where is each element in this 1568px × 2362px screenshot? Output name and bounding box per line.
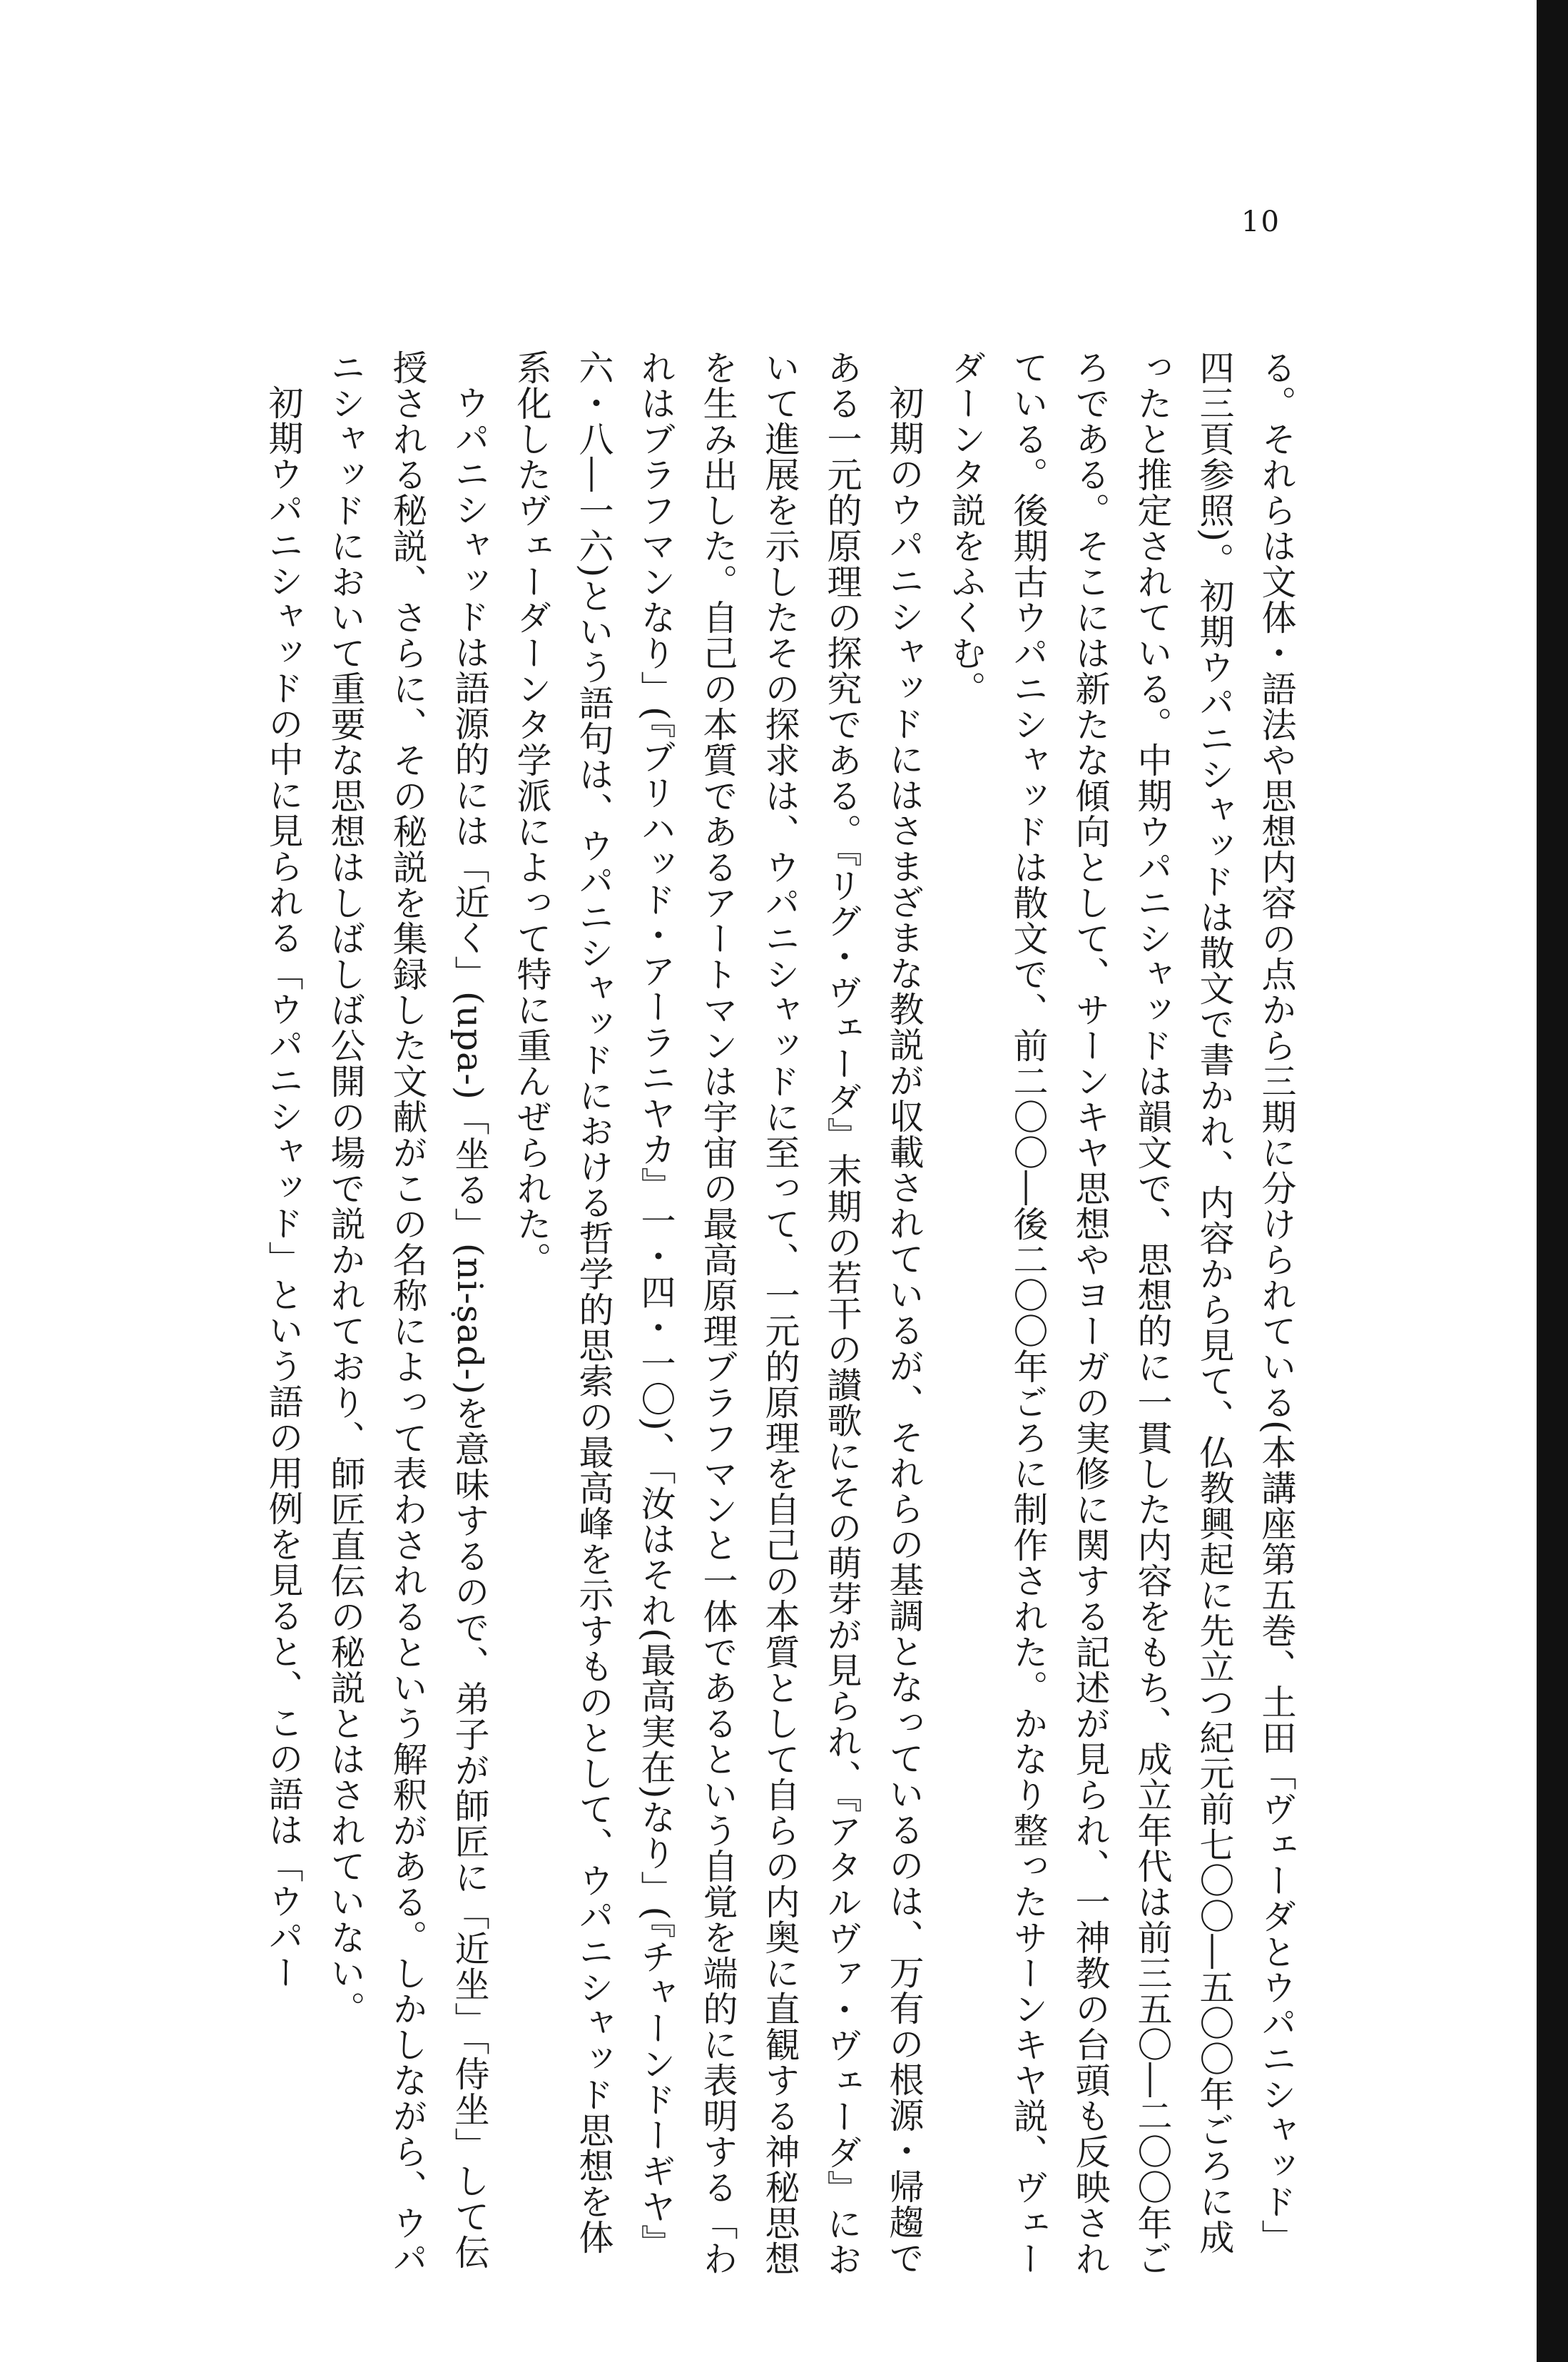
paragraph-4: 初期ウパニシャッドの中に見られる「ウパニシャッド」という語の用例を見ると、この語は「ウパー xyxy=(263,385,304,1990)
page-number: 10 xyxy=(1241,206,1281,238)
paragraph-2: 初期のウパニシャッドにはさまざまな教説が収載されているが、それらの基調となっているのは、万有の根源・帰趨である一元的原理の探究である。『リグ・ヴェーダ』末期の若干の讃歌にその萌芽が見られ、『アタルヴァ・ヴェーダ』において進展を示したその探求は、ウパニシャッドに至って、一元的原理を自己の本質として自らの内奥に直観する神秘思想を生み出した。自己の本質であるアートマンは宇宙の最高原理ブラフマンと一体であるという自覚を端的に表明する「われはブラフマンなり」(『ブリハッド・アーラニヤカ』一・四・一〇)、「汝はそれ(最高実在)なり」(『チャーンドーギヤ』六・八―一六)という語句は、ウパニシャッドにおける哲学的思索の最高峰を示すものとして、ウパニシャッド思想を体系化したヴェーダーンタ学派によって特に重んぜられた。 xyxy=(511,350,925,2277)
vertical-body-text xyxy=(253,350,1308,2291)
page-edge-shadow xyxy=(1537,0,1568,2362)
paragraph-3: ウパニシャッドは語源的には「近く」(upa-)「坐る」(ni-ṣad-)を意味するので、弟子が師匠に「近坐」「侍坐」して伝授される秘説、さらに、その秘説を集録した文献がこの名称によって表わされるという解釈がある。しかしながら、ウパニシャッドにおいて重要な思想はしばしば公開の場で説かれており、師匠直伝の秘説とはされていない。 xyxy=(325,350,490,2276)
paragraph-1: る。それらは文体・語法や思想内容の点から三期に分けられている(本講座第五巻、土田「ヴェーダとウパニシャッド」四三頁参照)。初期ウパニシャッドは散文で書かれ、内容から見て、仏教興起に先立つ紀元前七〇〇―五〇〇年ごろに成ったと推定されている。中期ウパニシャッドは韻文で、思想的に一貫した内容をもち、成立年代は前三五〇―二〇〇年ごろである。そこには新たな傾向として、サーンキヤ思想やヨーガの実修に関する記述が見られ、一神教の台頭も反映されている。後期古ウパニシャッドは散文で、前二〇〇―後二〇〇年ごろに制作された。かなり整ったサーンキヤ説、ヴェーダーンタ説をふくむ。 xyxy=(946,350,1297,2276)
